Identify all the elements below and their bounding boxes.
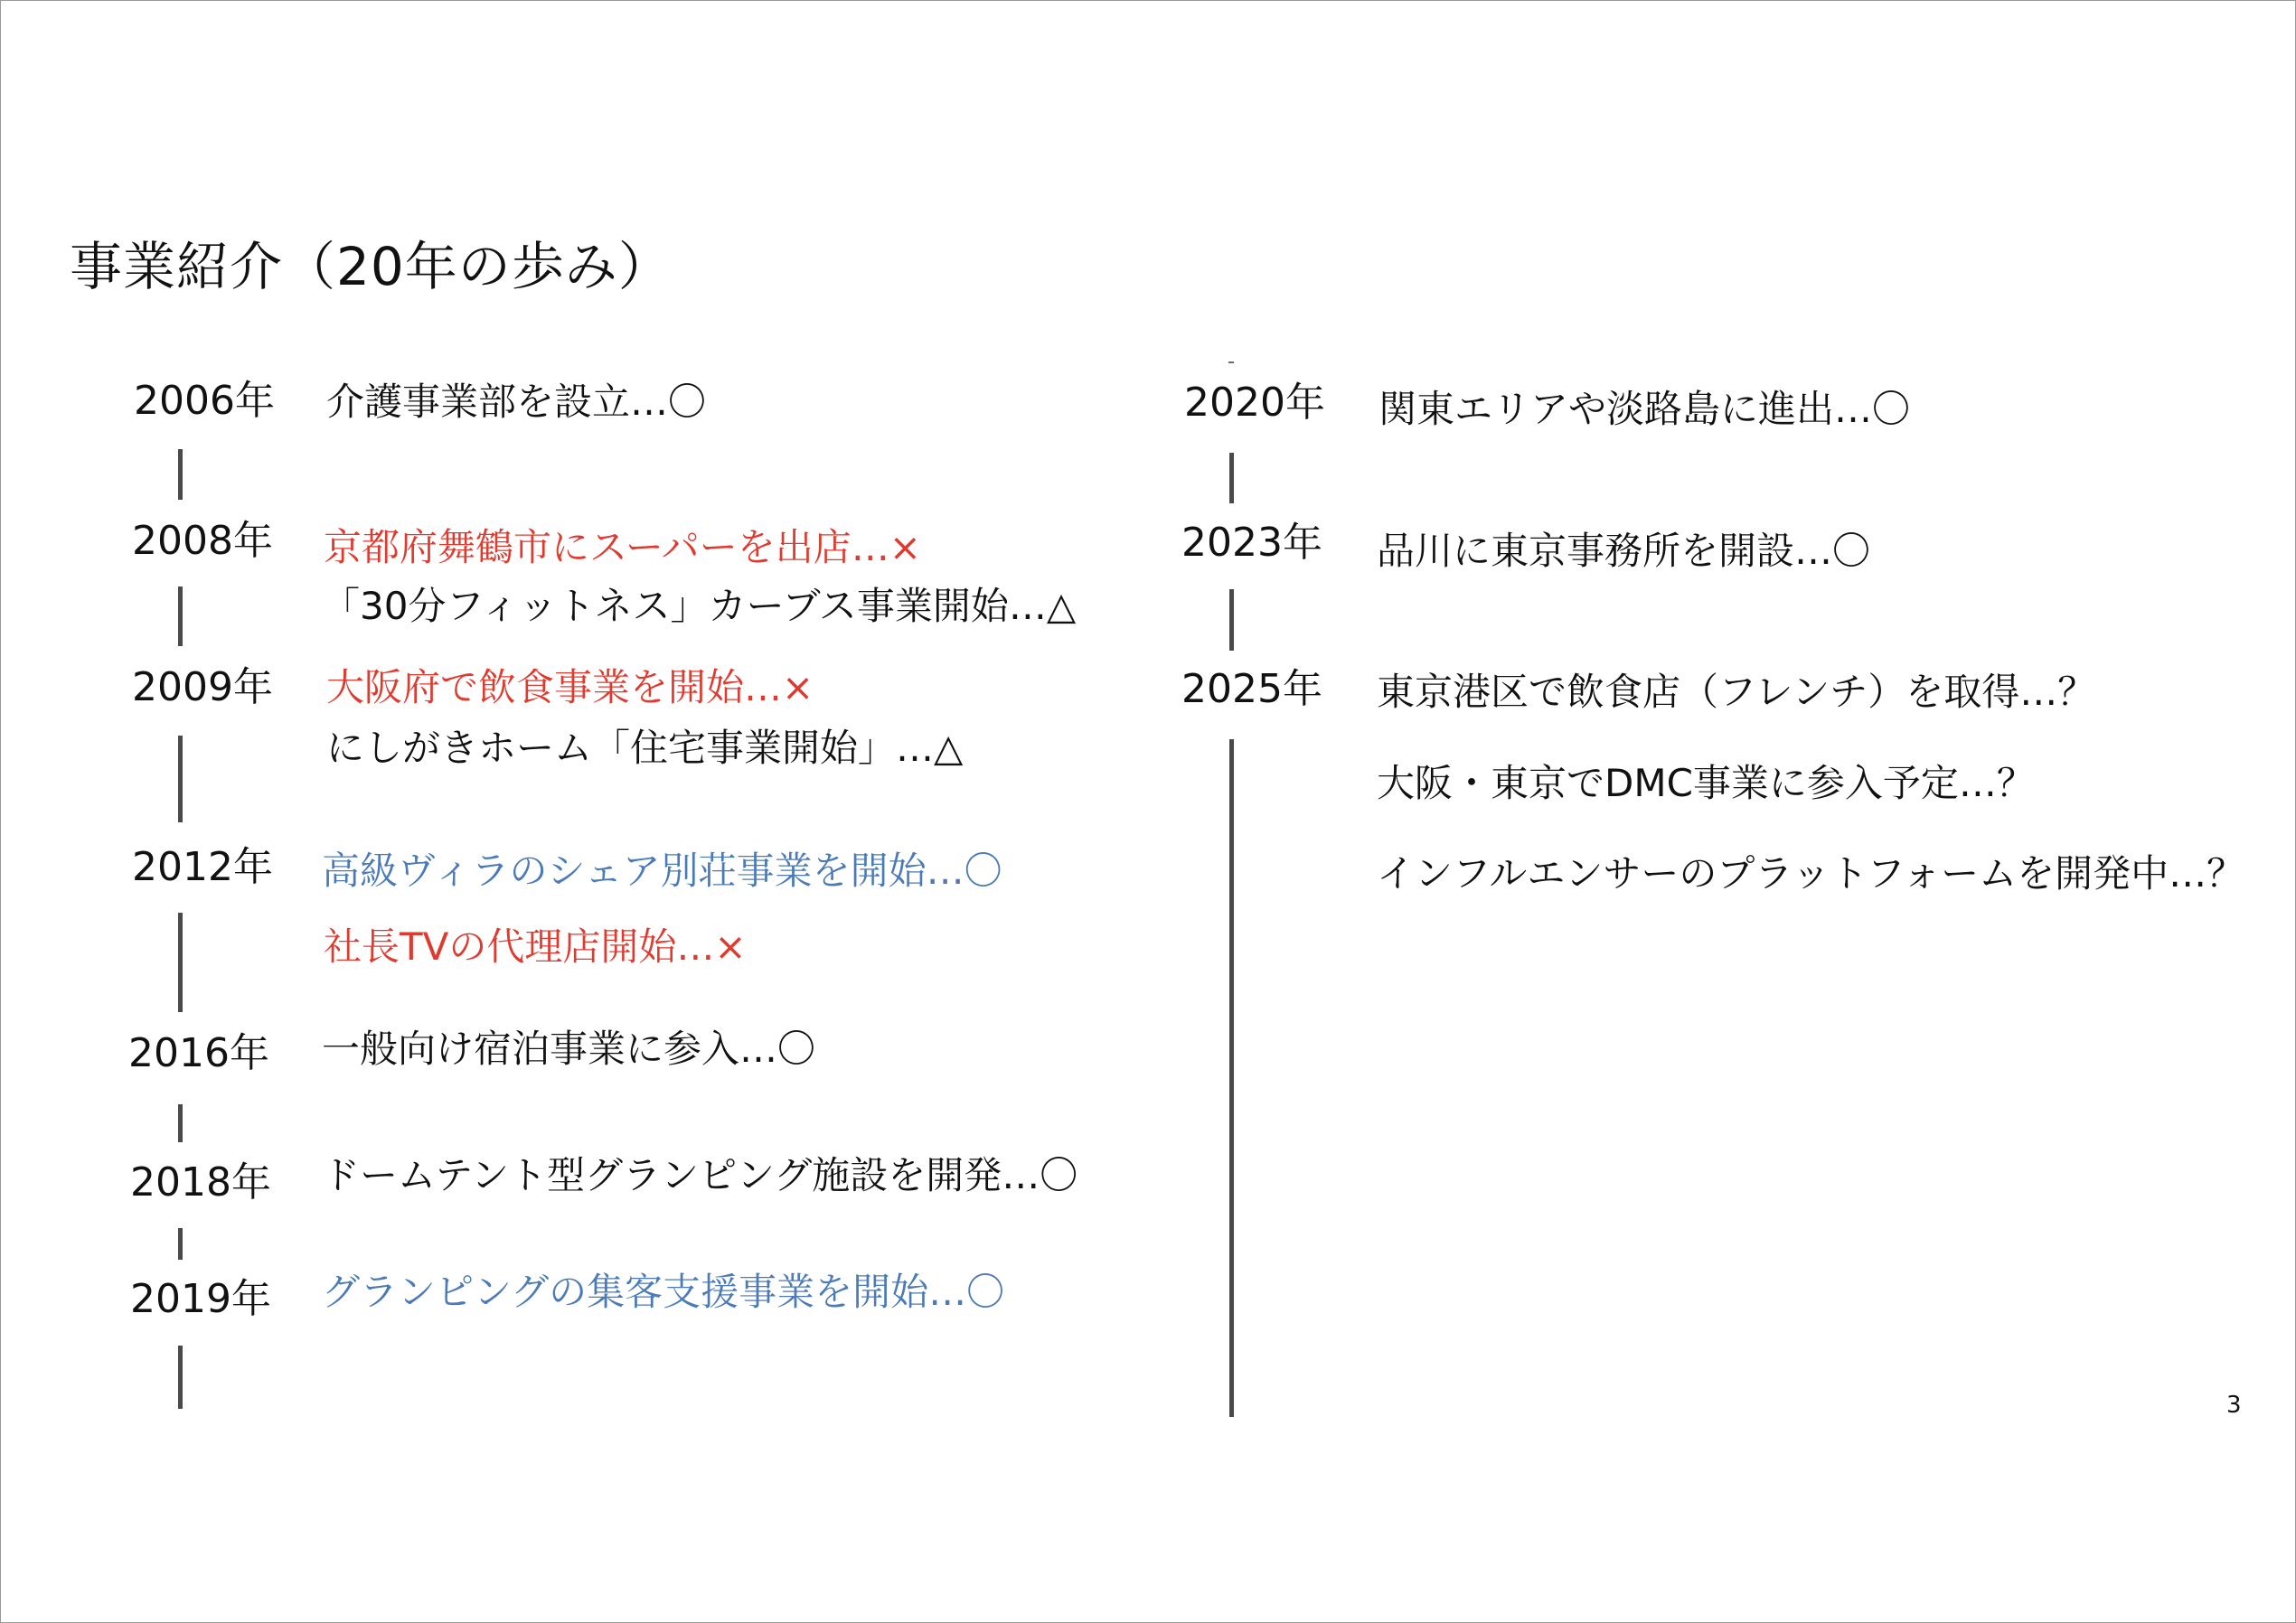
timeline-year-2025: 2025年 [1181,666,1322,712]
timeline-connector [178,586,183,646]
timeline-event-2009-1: 大阪府で飲食事業を開始…× [326,665,814,709]
timeline-year-2008: 2008年 [132,518,273,564]
timeline-event-2016-1: 一般向け宿泊事業に参入…〇 [322,1027,816,1071]
timeline-connector [178,913,183,1012]
timeline-connector [1229,453,1234,503]
timeline-event-2020-1: 関東エリアや淡路島に進出…〇 [1379,387,1911,431]
timeline-year-2020: 2020年 [1184,380,1325,426]
timeline-year-2009: 2009年 [132,664,273,710]
timeline-event-2012-2: 社長TVの代理店開始…× [324,924,747,969]
timeline-event-2025-3: インフルエンサーのプラットフォームを開発中…？ [1377,851,2245,896]
timeline-connector [178,1228,183,1260]
timeline-event-2018-1: ドームテント型グランピング施設を開発…〇 [322,1153,1078,1197]
timeline-event-2025-1: 東京港区で飲食店（フレンチ）を取得…？ [1377,670,2096,714]
timeline-year-2012: 2012年 [132,844,273,890]
timeline-connector [178,736,183,822]
timeline-year-2018: 2018年 [130,1159,271,1206]
timeline-event-2006-1: 介護事業部を設立…〇 [326,380,707,424]
timeline-connector [1229,739,1234,1417]
timeline-event-2008-2: 「30分フィットネス」カーブス事業開始…△ [322,584,1077,628]
timeline-connector [1229,589,1234,651]
timeline-event-2023-1: 品川に東京事務所を開設…〇 [1377,529,1871,573]
timeline-year-2016: 2016年 [128,1030,269,1076]
timeline-event-2025-2: 大阪・東京でDMC事業に参入予定…？ [1377,761,2035,805]
timeline-year-2023: 2023年 [1181,520,1322,566]
timeline-year-2006: 2006年 [134,378,275,424]
timeline-event-2012-1: 高級ヴィラのシェア別荘事業を開始…〇 [322,849,1002,893]
timeline-connector [178,1104,183,1142]
timeline-event-2009-2: にしがきホーム「住宅事業開始」…△ [326,726,964,770]
timeline-event-2019-1: グランピングの集客支援事業を開始…〇 [322,1270,1005,1314]
timeline-connector [178,1346,183,1409]
timeline-year-2019: 2019年 [130,1276,271,1322]
page-title: 事業紹介（20年の歩み） [70,236,672,297]
timeline-connector [178,449,183,500]
timeline-event-2008-1: 京都府舞鶴市にスーパーを出店…× [324,525,921,569]
page-number: 3 [2226,1392,2242,1419]
decorative-mark [1228,361,1234,363]
